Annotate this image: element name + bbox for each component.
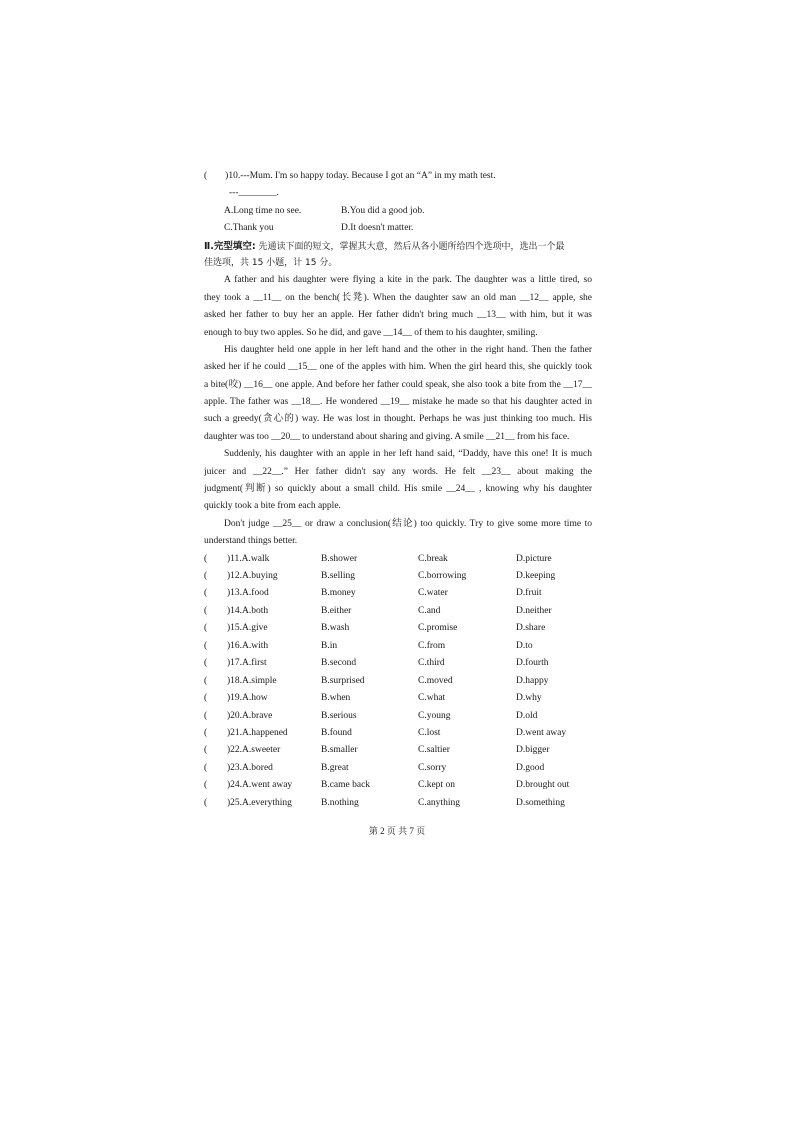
option-c: C.saltier — [418, 745, 450, 756]
passage-line: they took a __11__ on the bench(长凳). When the daughter saw an old man __12__ apple, she — [204, 292, 592, 303]
question-row — [204, 760, 592, 777]
section-2-title: Ⅱ.完型填空: — [204, 240, 256, 252]
question-row — [204, 568, 592, 585]
question-row — [204, 690, 592, 707]
option-b: B.great — [321, 762, 349, 773]
q10-option-a: A.Long time no see. — [224, 205, 302, 216]
option-c: C.sorry — [418, 762, 447, 773]
option-c: C.lost — [418, 727, 441, 738]
option-c: C.from — [418, 640, 446, 651]
page-content — [204, 168, 592, 812]
option-c: C.third — [418, 658, 445, 669]
question-number-option-a: )13.A.food — [227, 588, 269, 599]
answer-paren[interactable]: ( — [204, 675, 208, 686]
passage-line: a bite(咬) __16__ one apple. And before her father could speak, she also took a bite from the __17__ — [204, 379, 592, 390]
question-row — [204, 585, 592, 602]
question-number-option-a: )23.A.bored — [227, 762, 273, 773]
option-b: B.money — [321, 588, 356, 599]
passage-line: daughter was too __20__ to understand about sharing and giving. A smile __21__ from his face. — [204, 431, 570, 442]
answer-paren[interactable]: ( — [204, 553, 208, 564]
passage-line: asked her if he could __15__ one of the apples with him. When the girl heard this, she quickly took — [204, 362, 592, 373]
question-number-option-a: )11.A.walk — [227, 553, 270, 564]
question-row — [204, 795, 592, 812]
option-b: B.wash — [321, 623, 350, 634]
option-b: B.second — [321, 658, 357, 669]
question-number-option-a: )14.A.both — [227, 605, 269, 616]
passage-line: asked her father to buy her an apple. Her father didn't bring much __13__ with him, but it was — [204, 310, 592, 321]
question-row — [204, 655, 592, 672]
option-b: B.shower — [321, 553, 358, 564]
option-d: D.good — [516, 762, 545, 773]
q10-options-row-1 — [204, 203, 592, 220]
section-2-heading — [204, 238, 592, 255]
option-b: B.came back — [321, 780, 371, 791]
option-d: D.why — [516, 693, 542, 704]
option-c: C.moved — [418, 675, 453, 686]
q10-option-b: B.You did a good job. — [341, 205, 425, 216]
option-b: B.smaller — [321, 745, 358, 756]
option-d: D.went away — [516, 727, 567, 738]
q10-reply-line — [204, 185, 592, 202]
option-d: D.neither — [516, 605, 552, 616]
section-2-instruction-2: 佳选项，共 15 小题，计 15 分。 — [204, 257, 338, 268]
question-row — [204, 551, 592, 568]
option-c: C.anything — [418, 797, 460, 808]
question-row — [204, 777, 592, 794]
option-b: B.in — [321, 640, 338, 651]
option-b: B.when — [321, 693, 351, 704]
question-number-option-a: )21.A.happened — [227, 727, 288, 738]
option-d: D.old — [516, 710, 538, 721]
answer-paren[interactable]: ( — [204, 623, 208, 634]
question-row — [204, 708, 592, 725]
answer-paren[interactable]: ( — [204, 640, 208, 651]
section-2-instruction-2-line — [204, 255, 592, 272]
q10-reply: ---________. — [229, 188, 279, 199]
answer-paren[interactable]: ( — [204, 588, 208, 599]
question-number-option-a: )19.A.how — [227, 693, 268, 704]
option-c: C.what — [418, 693, 446, 704]
answer-paren[interactable]: ( — [204, 780, 208, 791]
passage-line: His daughter held one apple in her left hand and the other in the right hand. Then the father — [224, 344, 592, 355]
option-b: B.selling — [321, 571, 356, 582]
option-d: D.fruit — [516, 588, 542, 599]
option-c: C.young — [418, 710, 451, 721]
answer-paren[interactable]: ( — [204, 727, 208, 738]
option-d: D.keeping — [516, 571, 556, 582]
option-d: D.fourth — [516, 658, 549, 669]
option-c: C.borrowing — [418, 571, 467, 582]
question-number-option-a: )20.A.brave — [227, 710, 273, 721]
passage-line: juicer and __22__.” Her father didn't say any words. He felt __23__ about making the — [204, 466, 592, 477]
passage-line: A father and his daughter were flying a kite in the park. The daughter was a little tired, so — [224, 275, 592, 286]
question-row — [204, 673, 592, 690]
answer-paren[interactable]: ( — [204, 658, 208, 669]
option-b: B.nothing — [321, 797, 359, 808]
question-number-option-a: )16.A.with — [227, 640, 269, 651]
option-d: D.brought out — [516, 780, 570, 791]
question-number-option-a: )24.A.went away — [227, 780, 293, 791]
option-c: C.kept on — [418, 780, 455, 791]
section-2-instruction-1: 先通读下面的短文，掌握其大意，然后从各小题所给四个选项中，选出一个最 — [255, 241, 565, 252]
option-b: B.serious — [321, 710, 357, 721]
option-c: C.promise — [418, 623, 458, 634]
question-number-option-a: )17.A.first — [227, 658, 267, 669]
option-c: C.break — [418, 553, 448, 564]
option-d: D.happy — [516, 675, 549, 686]
question-row — [204, 638, 592, 655]
option-c: C.and — [418, 605, 441, 616]
option-d: D.to — [516, 640, 533, 651]
answer-paren[interactable]: ( — [204, 605, 208, 616]
option-c: C.water — [418, 588, 448, 599]
answer-paren[interactable]: ( — [204, 745, 208, 756]
question-number-option-a: )12.A.buying — [227, 571, 278, 582]
q10-options-row-2 — [204, 220, 592, 237]
option-d: D.something — [516, 797, 565, 808]
option-b: B.surprised — [321, 675, 365, 686]
page-footer: 第 2 页 共 7 页 — [368, 826, 426, 836]
question-number-option-a: )25.A.everything — [227, 797, 292, 808]
q10-option-d: D.It doesn't matter. — [341, 223, 414, 234]
question-row — [204, 620, 592, 637]
passage-line: enough to buy two apples. So he did, and gave __14__ of them to his daughter, smiling. — [204, 327, 538, 338]
answer-paren: ( — [204, 171, 208, 181]
option-d: D.picture — [516, 553, 552, 564]
answer-paren[interactable]: ( — [204, 762, 208, 773]
question-row — [204, 603, 592, 620]
passage-line: judgment(判断) so quickly about a small child. His smile __24__ , knowing why his daughter — [204, 484, 592, 495]
q10-stem-line — [204, 168, 592, 185]
passage-line: apple. The father was __18__. He wondered __19__ mistake he made so that his daughter acted in — [204, 397, 592, 408]
answer-paren[interactable]: ( — [204, 571, 208, 582]
answer-paren[interactable]: ( — [204, 797, 208, 808]
q10-option-c: C.Thank you — [224, 223, 274, 234]
options-table — [204, 551, 592, 813]
question-row — [204, 725, 592, 742]
passage-line: such a greedy(贪心的) way. He was lost in thought. Perhaps he was just thinking too much. His — [204, 414, 592, 425]
answer-paren[interactable]: ( — [204, 710, 208, 721]
passage-line: quickly took a bite from each apple. — [204, 501, 341, 512]
passage-line: Don't judge __25__ or draw a conclusion(结论) too quickly. Try to give some more time to — [224, 518, 592, 529]
answer-paren[interactable]: ( — [204, 693, 208, 704]
option-d: D.share — [516, 623, 546, 634]
question-number-option-a: )15.A.give — [227, 623, 268, 634]
q10-stem: )10.---Mum. I'm so happy today. Because I got an “A” in my math test. — [225, 171, 496, 181]
question-row — [204, 742, 592, 759]
question-number-option-a: )18.A.simple — [227, 675, 277, 686]
option-d: D.bigger — [516, 745, 550, 756]
passage-line: Suddenly, his daughter with an apple in her left hand said, “Daddy, have this one! It is much — [224, 449, 592, 460]
option-b: B.found — [321, 727, 352, 738]
option-b: B.either — [321, 605, 352, 616]
question-number-option-a: )22.A.sweeter — [227, 745, 281, 756]
passage-line: understand things better. — [204, 536, 298, 547]
